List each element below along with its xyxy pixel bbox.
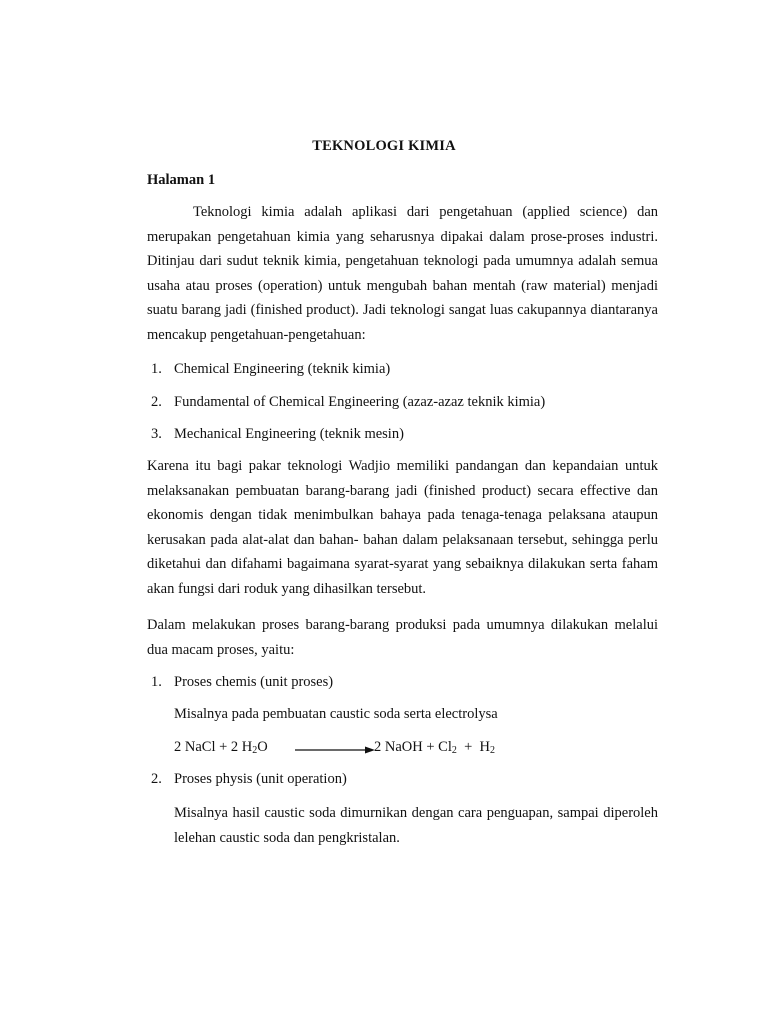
list-number: 2. [151,394,162,410]
body-paragraph: Dalam melakukan proses barang-barang produksi pada umumnya dilakukan melalui dua macam proses, yaitu: [147,617,658,658]
list-text: Fundamental of Chemical Engineering (azaz-azaz teknik kimia) [174,394,546,410]
list-text: Mechanical Engineering (teknik mesin) [174,426,404,442]
body-paragraph: Karena itu bagi pakar teknologi Wadjio memiliki pandangan dan kepandaian untuk melaksanakan pembuatan barang-barang jadi (finished product) secara effective dan ekonomis dengan tidak menimbulkan bahaya pada tenaga-tenaga pelaksana ataupun kerusakan pada alat-alat dan bahan- bahan dalam pelaksanaan tersebut, sehingga perlu diketahui dan difahami bagaimana syarat-syarat yang sebaiknya dilakukan serta faham akan fungsi dari roduk yang dihasilkan tersebut. [147,458,658,597]
reaction-arrow-icon [295,745,375,755]
product-text: + H [456,739,491,755]
list-example: Misalnya hasil caustic soda dimurnikan dengan cara penguapan, sampai diperoleh lelehan caustic soda dan pengkristalan. [174,805,658,846]
intro-paragraph: Teknologi kimia adalah aplikasi dari pengetahuan (applied science) dan merupakan pengetahuan kimia yang seharusnya dipakai dalam prose-proses industri. Ditinjau dari sudut teknik kimia, pengetahuan teknologi pada umumnya adalah semua usaha atau proses (operation) untuk mengubah bahan mentah (raw material) menjadi suatu barang jadi (finished product). Jadi teknologi sangat luas cakupannya diantaranya mencakup pengetahuan-pengetahuan: [147,204,658,343]
list-text: Chemical Engineering (teknik kimia) [174,361,391,377]
list-number: 1. [151,361,162,377]
list-number: 1. [151,674,162,690]
chemical-equation [174,739,658,759]
document-title: TEKNOLOGI KIMIA [312,138,456,154]
list-number: 2. [151,771,162,787]
reactant-text: 2 NaCl + 2 H [174,739,253,755]
list-example: Misalnya pada pembuatan caustic soda serta electrolysa [174,706,498,722]
list-item [151,674,333,691]
section-heading: Halaman 1 [147,172,216,188]
subscript: 2 [451,745,457,756]
subscript: 2 [252,745,258,756]
list-item [151,771,347,788]
equation-reactants [174,739,268,756]
list-number: 3. [151,426,162,442]
list-item [151,394,545,411]
equation-products [374,739,495,756]
list-text: Proses chemis (unit proses) [174,674,334,690]
product-text: 2 NaOH + Cl [374,739,452,755]
list-item [151,361,390,378]
list-text: Proses physis (unit operation) [174,771,347,787]
subscript: 2 [490,745,496,756]
reactant-text: O [257,739,268,755]
list-item [151,426,404,443]
